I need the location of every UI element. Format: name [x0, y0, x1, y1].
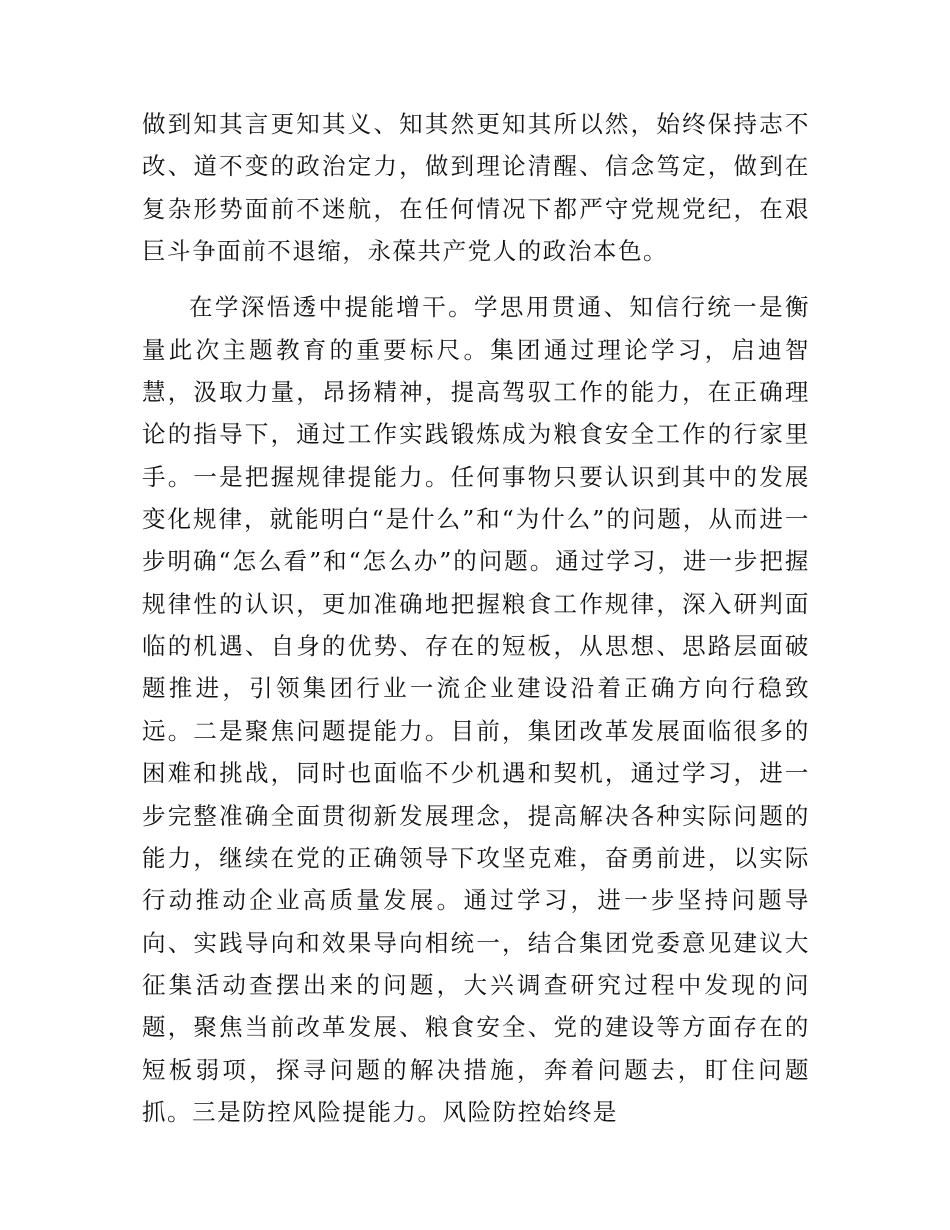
paragraph-capability-building: 在学深悟透中提能增干。学思用贯通、知信行统一是衡量此次主题教育的重要标尺。集团通过理论学习，启迪智慧，汲取力量，昂扬精神，提高驾驭工作的能力，在正确理论的指导下，通过工作实践锻炼成为粮食安全工作的行家里手。一是把握规律提能力。任何事物只要认识到其中的发展变化规律，就能明白“是什么”和“为什么”的问题，从而进一步明确“怎么看”和“怎么办”的问题。通过学习，进一步把握规律性的认识，更加准确地把握粮食工作规律，深入研判面临的机遇、自身的优势、存在的短板，从思想、思路层面破题推进，引领集团行业一流企业建设沿着正确方向行稳致远。二是聚焦问题提能力。目前，集团改革发展面临很多的困难和挑战，同时也面临不少机遇和契机，通过学习，进一步完整准确全面贯彻新发展理念，提高解决各种实际问题的能力，继续在党的正确领导下攻坚克难，奋勇前进，以实际行动推动企业高质量发展。通过学习，进一步坚持问题导向、实践导向和效果导向相统一，结合集团党委意见建议大征集活动查摆出来的问题，大兴调查研究过程中发现的问题，聚焦当前改革发展、粮食安全、党的建设等方面存在的短板弱项，探寻问题的解决措施，奔着问题去，盯住问题抓。三是防控风险提能力。风险防控始终是 — [142, 293, 810, 1126]
paragraph-continuation: 做到知其言更知其义、知其然更知其所以然，始终保持志不改、道不变的政治定力，做到理论清醒、信念笃定，做到在复杂形势面前不迷航，在任何情况下都严守党规党纪，在艰巨斗争面前不退缩，永葆共产党人的政治本色。 — [142, 110, 810, 266]
document-page — [142, 103, 810, 1133]
